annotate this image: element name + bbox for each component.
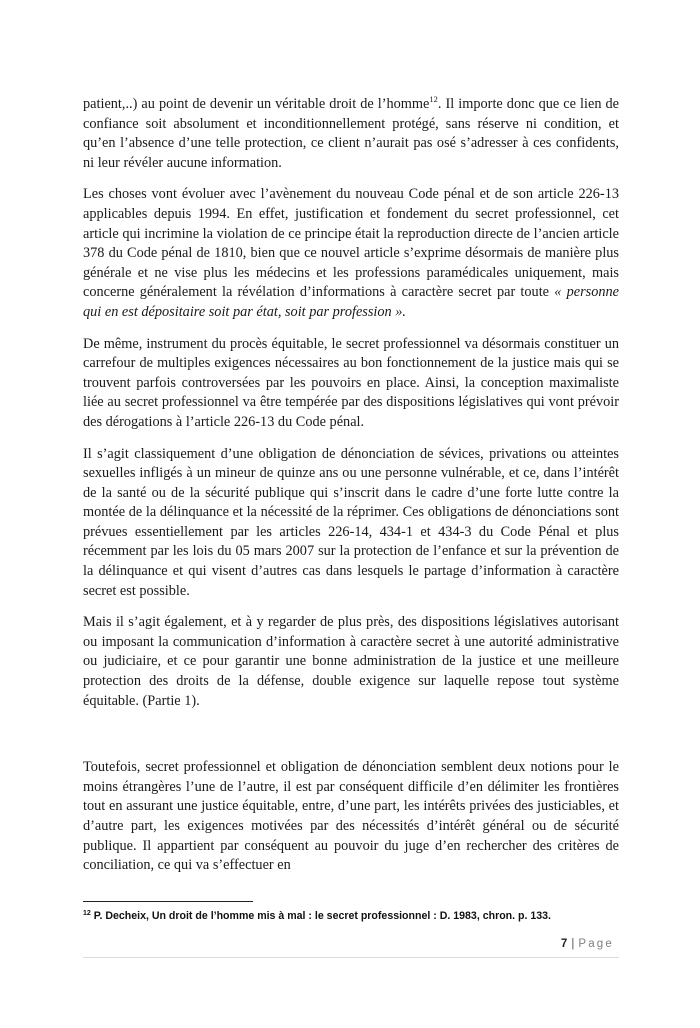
footnote-text: P. Decheix, Un droit de l’homme mis à mal : le secret professionnel : D. 1983, chron. p. 133. bbox=[90, 910, 551, 922]
paragraph bbox=[83, 185, 619, 322]
paragraph: Il s’agit classiquement d’une obligation de dénonciation de sévices, privations ou atteintes sexuelles infligés à un mineur de quinze ans ou une personne vulnérable, et ce, dans l’intérêt de la santé ou de la sécurité publique qui s’inscrit dans le cadre d’une forte lutte contre la montée de la délinquance et la nécessité de la réprimer. Ces obligations de dénonciations sont prévues essentiellement par les articles 226-14, 434-1 et 434-3 du Code Pénal et plus récemment par les lois du 05 mars 2007 sur la protection de l’enfance et sur la prévention de la délinquance et qui visent d’autres cas dans lesquels le partage d’information à caractère secret est possible. bbox=[83, 445, 619, 599]
page-number-separator: | bbox=[571, 938, 575, 950]
paragraph: Mais il s’agit également, et à y regarder de plus près, des dispositions législatives autorisant ou imposant la communication d’information à caractère secret à une autorité administrative ou judiciaire, et ce pour garantir une bonne administration de la justice et une meilleure protection des droits de la défense, double exigence sur laquelle repose tout système équitable. (Partie 1). bbox=[83, 614, 619, 709]
footer-divider bbox=[83, 957, 619, 958]
footnote-reference[interactable]: 12 bbox=[429, 94, 438, 104]
italic-quote: « personne qui en est dépositaire soit par état, soit par profession ». bbox=[83, 284, 619, 320]
footnote-number: 12 bbox=[83, 910, 91, 917]
page-number bbox=[561, 938, 614, 950]
paragraph: Toutefois, secret professionnel et obligation de dénonciation semblent deux notions pour le moins étrangères l’une de l’autre, il est par conséquent difficile d’en délimiter les frontières tout en assurant une justice équitable, entre, d’une part, les intérêts privées des justiciables, et d’autre part, les exigences motivées par des nécessités d’intérêt général ou de sécurité publique. Il appartient par conséquent au pouvoir du juge d’en rechercher des critères de conciliation, ce qui va s’effectuer en bbox=[83, 759, 619, 874]
footnote-divider bbox=[83, 901, 253, 902]
paragraph-text: Les choses vont évoluer avec l’avènement du nouveau Code pénal et de son article 226-13 applicables depuis 1994. En effet, justification et fondement du secret professionnel, cet article qui incrimine la violation de ce principe était la reproduction directe de l’ancien article 378 du Code pénal de 1810, bien que ce nouvel article s’exprime désormais de manière plus générale et ne vise plus les médecins et les professions paramédicales uniquement, mais concerne généralement la révélation d’informations à caractère secret par toute bbox=[83, 186, 619, 301]
page-number-value: 7 bbox=[560, 938, 568, 950]
paragraph: De même, instrument du procès équitable, le secret professionnel va désormais constituer un carrefour de multiples exigences nécessaires au bon fonctionnement de la justice mais qui se trouvent parfois controversées par les pouvoirs en place. Ainsi, la conception maximaliste liée au secret professionnel va être tempérée par des dispositions législatives qui vont prévoir des dérogations à l’article 226-13 du Code pénal. bbox=[83, 335, 619, 430]
paragraph-text: . Il importe donc que ce lien de confiance soit absolument et inconditionnellement protégé, sans réserve ni condition, et qu’en l’absence d’une telle protection, ce client n’aurait pas osé s’adresser à ces confidents, ni leur révéler aucune information. bbox=[83, 96, 619, 171]
paragraph bbox=[83, 95, 619, 173]
paragraph-text: patient,..) au point de devenir un véritable droit de l’homme bbox=[83, 96, 430, 112]
body-text bbox=[83, 95, 619, 888]
page-label: Page bbox=[578, 938, 614, 950]
footnote bbox=[83, 909, 623, 923]
